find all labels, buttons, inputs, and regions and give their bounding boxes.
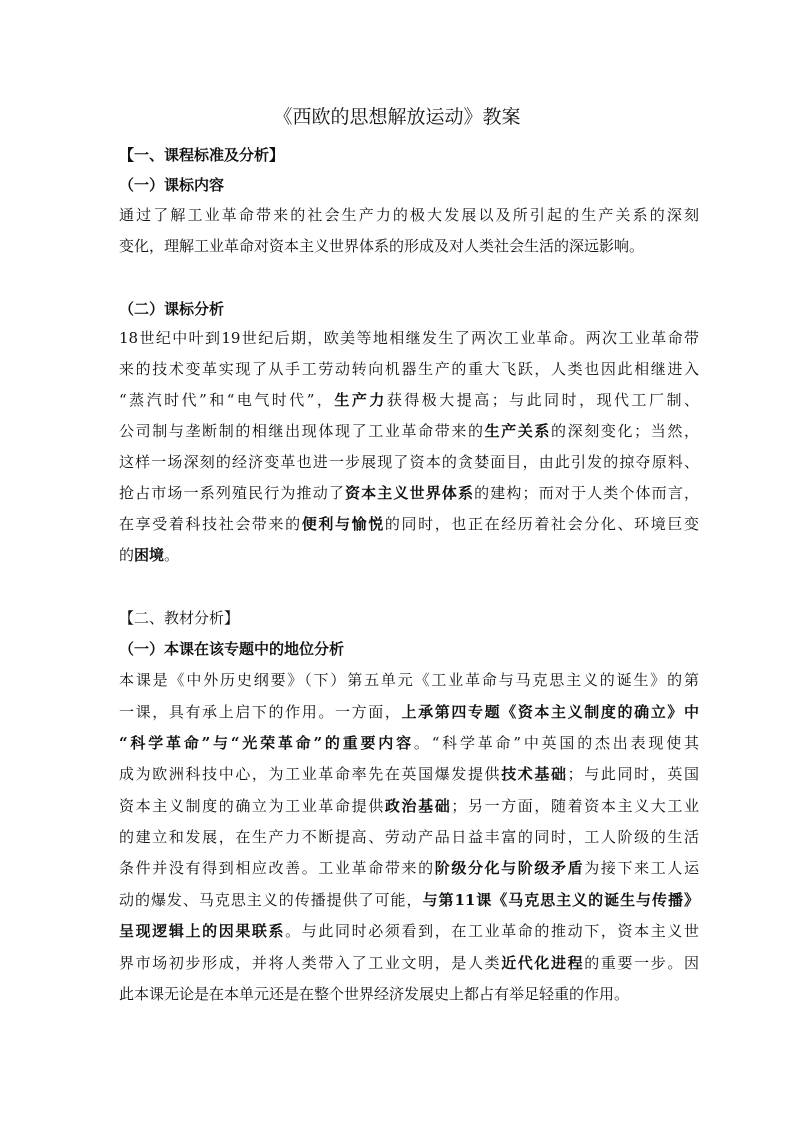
emphasis-text: 生产关系 xyxy=(484,422,552,440)
text-run: 界市场初步形成，并将人类带入了工业文明，是人类 xyxy=(119,954,502,972)
paragraph-line xyxy=(119,481,699,505)
emphasis-text: 与第11课《马克思主义的诞生与传播》 xyxy=(422,891,699,909)
text-run: “蒸汽时代”和“电气时代”， xyxy=(119,391,335,409)
text-run: 获得极大提高；与此同时，现代工厂制、 xyxy=(386,391,699,409)
paragraph-line: 的建立和发展，在生产力不断提高、劳动产品日益丰富的同时，工人阶级的生活 xyxy=(119,828,699,846)
paragraph-line xyxy=(119,512,699,536)
document-title: 《西欧的思想解放运动》教案 xyxy=(273,106,521,128)
text-run: ；与此同时，英国 xyxy=(567,765,699,783)
emphasis-text: 政治基础 xyxy=(384,797,452,815)
paragraph-line xyxy=(119,700,699,724)
paragraph-line: 来的技术变革实现了从手工劳动转向机器生产的重大飞跃，人类也因此相继进入 xyxy=(119,360,699,378)
text-run: 的 xyxy=(119,546,135,564)
text-run: 。与此同时必须看到，在工业革命的推动下，资本主义世 xyxy=(285,922,699,940)
emphasis-text: 生产力 xyxy=(334,391,387,409)
paragraph-line xyxy=(119,762,699,786)
paragraph-line xyxy=(119,856,699,880)
paragraph-line xyxy=(119,888,699,912)
text-run: 公司制与垄断制的相继出现体现了工业革命带来的 xyxy=(119,422,485,440)
text-run: 的深刻变化；当然， xyxy=(551,422,699,440)
text-run: 成为欧洲科技中心，为工业革命率先在英国爆发提供 xyxy=(119,765,502,783)
text-run: 的重要一步。因 xyxy=(584,954,699,972)
paragraph-line xyxy=(119,543,699,567)
paragraph-line: 18世纪中叶到19世纪后期，欧美等地相继发生了两次工业革命。两次工业革命带 xyxy=(119,329,699,347)
subheading-position-analysis: （一）本课在该专题中的地位分析 xyxy=(119,640,345,658)
section-heading-curriculum: 【一、课程标准及分析】 xyxy=(119,146,285,164)
text-run: ；另一方面，随着资本主义大工业 xyxy=(451,797,699,815)
text-run: 的同时，也正在经历着社会分化、环境巨变 xyxy=(384,515,699,533)
text-run: 抢占市场一系列殖民行为推动了 xyxy=(119,484,345,502)
emphasis-text: 上承第四专题《资本主义制度的确立》中 xyxy=(401,703,699,721)
emphasis-text: 困境 xyxy=(134,546,165,564)
paragraph-line: 变化，理解工业革命对资本主义世界体系的形成及对人类社会生活的深远影响。 xyxy=(119,237,645,255)
paragraph-line: 通过了解工业革命带来的社会生产力的极大发展以及所引起的生产关系的深刻 xyxy=(119,206,699,224)
text-run: 为接下来工人运 xyxy=(584,859,699,877)
subheading-standard-content: （一）课标内容 xyxy=(119,176,225,194)
emphasis-text: 便利与愉悦 xyxy=(301,515,385,533)
emphasis-text: 资本主义世界体系 xyxy=(344,484,475,502)
text-run: 资本主义制度的确立为工业革命提供 xyxy=(119,797,385,815)
paragraph-line xyxy=(119,419,699,443)
paragraph-line xyxy=(119,951,699,975)
emphasis-text: 呈现逻辑上的因果联系 xyxy=(119,922,286,940)
emphasis-text: 阶级分化与阶级矛盾 xyxy=(434,859,585,877)
paragraph-line xyxy=(119,731,699,755)
paragraph-line xyxy=(119,919,699,943)
text-run: 的建构；而对于人类个体而言， xyxy=(474,484,699,502)
emphasis-text: 技术基础 xyxy=(501,765,568,783)
subheading-standard-analysis: （二）课标分析 xyxy=(119,300,225,318)
paragraph-line: 本课是《中外历史纲要》（下）第五单元《工业革命与马克思主义的诞生》的第 xyxy=(119,671,699,689)
paragraph-line: 这样一场深刻的经济变革也进一步展现了资本的贪婪面目，由此引发的掠夺原料、 xyxy=(119,453,699,471)
text-run: 条件并没有得到相应改善。工业革命带来的 xyxy=(119,859,435,877)
paragraph-line xyxy=(119,388,699,412)
text-run: 。 xyxy=(164,546,180,564)
emphasis-text: “科学革命”与“光荣革命”的重要内容 xyxy=(119,734,414,752)
emphasis-text: 近代化进程 xyxy=(501,954,585,972)
paragraph-line xyxy=(119,794,699,818)
text-run: 在享受着科技社会带来的 xyxy=(119,515,302,533)
text-run: 。“科学革命”中英国的杰出表现使其 xyxy=(413,734,700,752)
paragraph-line: 此本课无论是在本单元还是在整个世界经济发展史上都占有举足轻重的作用。 xyxy=(119,985,630,1003)
text-run: 一课，具有承上启下的作用。一方面， xyxy=(119,703,402,721)
text-run: 动的爆发、马克思主义的传播提供了可能， xyxy=(119,891,423,909)
section-heading-textbook: 【二、教材分析】 xyxy=(119,609,240,627)
